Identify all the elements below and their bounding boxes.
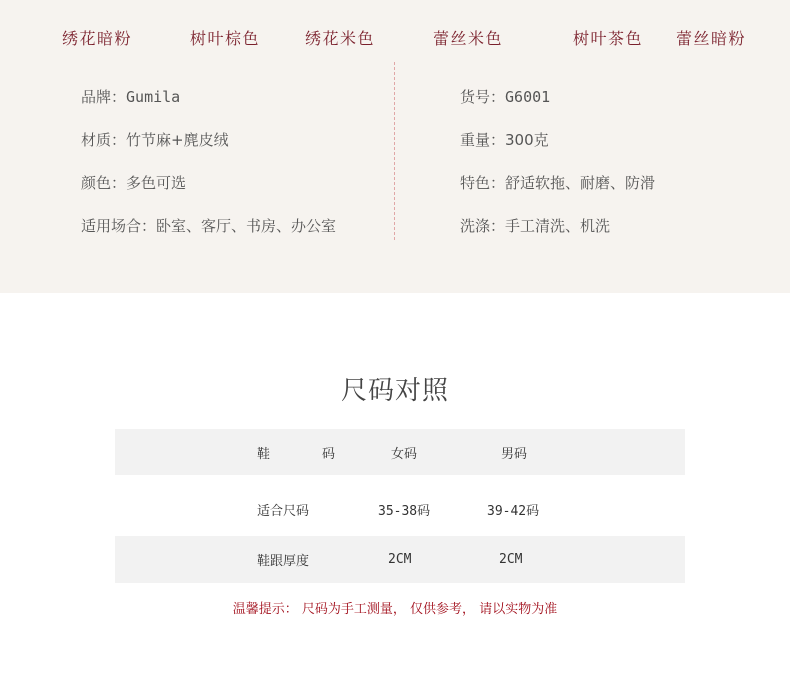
- size-chart-title: 尺码对照: [340, 376, 449, 406]
- spec-washing: [460, 215, 610, 236]
- spec-label: 品牌：: [81, 88, 127, 106]
- spec-value: 竹节麻+麂皮绒: [126, 131, 229, 149]
- spec-label: 材质：: [81, 131, 127, 149]
- spec-brand: [81, 86, 180, 107]
- spec-value: 舒适软拖、耐磨、防滑: [505, 174, 656, 192]
- spec-panel: [0, 0, 790, 293]
- row-label: 适合尺码: [257, 503, 310, 519]
- table-header-row: [115, 429, 685, 475]
- spec-label: 洗涤：: [460, 217, 506, 235]
- spec-value: 多色可选: [126, 174, 187, 192]
- color-options: [0, 26, 790, 50]
- spec-value: 300克: [505, 131, 549, 149]
- header-cell: 女码: [391, 446, 418, 462]
- spec-value: Gumila: [126, 88, 181, 106]
- spec-label: 颜色：: [81, 174, 127, 192]
- spec-value: 卧室、客厅、书房、办公室: [156, 217, 337, 235]
- color-option: 树叶棕色: [190, 29, 261, 48]
- table-row: [115, 489, 685, 529]
- spec-label: 特色：: [460, 174, 506, 192]
- women-value: 2CM: [388, 552, 412, 567]
- spec-item-no: [460, 86, 550, 107]
- header-cell: 鞋: [257, 446, 271, 462]
- spec-weight: [460, 129, 549, 150]
- header-cell: 码: [322, 446, 336, 462]
- header-cell: 男码: [501, 446, 528, 462]
- color-option: 树叶茶色: [573, 29, 644, 48]
- color-option: 绣花暗粉: [62, 29, 133, 48]
- spec-label: 重量：: [460, 131, 506, 149]
- row-label: 鞋跟厚度: [257, 554, 310, 569]
- women-value: 35-38码: [378, 503, 431, 519]
- color-option: 蕾丝暗粉: [676, 29, 747, 48]
- color-option: 绣花米色: [305, 29, 376, 48]
- spec-feature: [460, 172, 655, 193]
- size-notice: 温馨提示： 尺码为手工测量， 仅供参考， 请以实物为准: [232, 602, 558, 617]
- spec-occasion: [81, 215, 336, 236]
- spec-color: [81, 172, 186, 193]
- spec-value: G6001: [505, 88, 551, 106]
- table-row: [115, 536, 685, 583]
- men-value: 39-42码: [487, 503, 540, 519]
- spec-label: 适用场合：: [81, 217, 157, 235]
- color-option: 蕾丝米色: [433, 29, 504, 48]
- spec-label: 货号：: [460, 88, 506, 106]
- spec-value: 手工清洗、机洗: [505, 217, 611, 235]
- spec-material: [81, 129, 229, 150]
- men-value: 2CM: [499, 552, 523, 567]
- spec-divider: [394, 62, 395, 240]
